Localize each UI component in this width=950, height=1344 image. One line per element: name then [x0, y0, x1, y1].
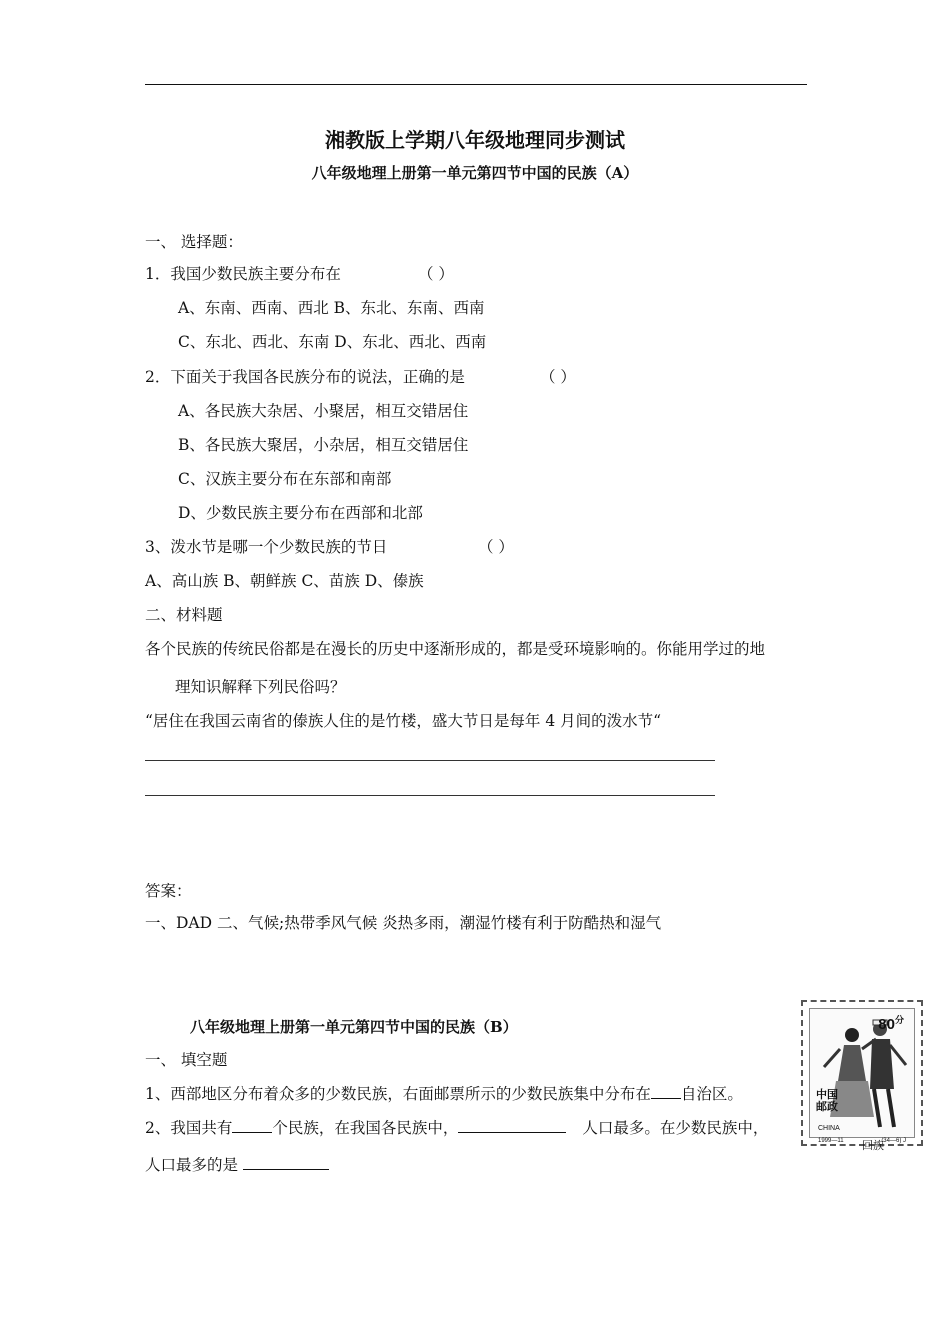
material-quote: “居住在我国云南省的傣族人住的是竹楼，盛大节日是每年 4 月间的泼水节“	[145, 712, 662, 730]
stamp-people-name: 回族	[862, 1140, 884, 1152]
fill-blank-count[interactable]	[232, 1118, 272, 1133]
stamp-value: $80^分$	[878, 1015, 904, 1033]
postage-stamp	[801, 1000, 923, 1152]
stamp-country-cn: 中国邮政	[816, 1089, 838, 1113]
section-a-subtitle: 八年级地理上册第一单元第四节中国的民族（A）	[311, 164, 639, 182]
question-2-text: 2．下面关于我国各民族分布的说法，正确的是	[145, 368, 465, 386]
answers-heading: 答案：	[145, 882, 192, 900]
question-3-bracket: （ ）	[478, 538, 514, 556]
material-paragraph-line1: 各个民族的传统民俗都是在漫长的历史中逐渐形成的，都是受环境影响的。你能用学过的地	[145, 640, 766, 658]
section-b-heading: 一、 填空题	[145, 1051, 228, 1069]
stamp-country-en: CHINA	[818, 1125, 840, 1132]
fill-blank-largest-minority[interactable]	[243, 1155, 329, 1170]
fill-question-2-part1: 2、我国共有	[145, 1119, 233, 1137]
question-2-option-a: A、各民族大杂居、小聚居，相互交错居住	[178, 402, 469, 420]
question-2-option-b: B、各民族大聚居，小杂居，相互交错居住	[178, 436, 469, 454]
section-b-subtitle: 八年级地理上册第一单元第四节中国的民族（B）	[190, 1018, 518, 1036]
fill-blank-region[interactable]	[651, 1084, 681, 1099]
fill-question-1-prefix: 1、西部地区分布着众多的少数民族，右面邮票所示的少数民族集中分布在	[145, 1085, 651, 1103]
question-2-bracket: （ ）	[540, 368, 576, 386]
question-1-bracket: （ ）	[418, 265, 454, 283]
fill-question-2-part2: 个民族，在我国各民族中，	[272, 1119, 459, 1137]
question-1-text: 1．我国少数民族主要分布在	[145, 265, 341, 283]
question-1-options-cd: C、东北、西北、东南 D、东北、西北、西南	[178, 333, 487, 351]
fill-question-2-part3: 人口最多。在少数民族中，	[582, 1119, 769, 1137]
fill-question-1-suffix: 自治区。	[680, 1085, 743, 1103]
fill-question-1	[145, 1084, 743, 1104]
answers-text: 一、DAD 二、气候;热带季风气候 炎热多雨，潮湿竹楼有利于防酷热和湿气	[145, 914, 662, 932]
stamp-picture	[809, 1008, 915, 1152]
question-1-options-ab: A、东南、西南、西北 B、东北、东南、西南	[178, 299, 485, 317]
fill-question-2	[145, 1118, 768, 1138]
question-1	[145, 264, 341, 284]
page-title: 湘教版上学期八年级地理同步测试	[325, 128, 625, 152]
fill-question-2-cont	[145, 1155, 329, 1175]
stamp-year: 1999—11	[818, 1138, 844, 1144]
material-paragraph-line2: 理知识解释下列民俗吗？	[175, 678, 346, 696]
header-rule	[145, 84, 807, 85]
fill-blank-largest-group[interactable]	[458, 1118, 566, 1133]
answer-write-line-2	[145, 795, 715, 796]
fill-question-2-part4: 人口最多的是	[145, 1156, 239, 1174]
question-2-option-c: C、汉族主要分布在东部和南部	[178, 470, 392, 488]
question-2-option-d: D、少数民族主要分布在西部和北部	[178, 504, 423, 522]
part1-heading: 一、 选择题：	[145, 233, 243, 251]
answer-write-line-1	[145, 760, 715, 761]
question-3-options: A、高山族 B、朝鲜族 C、苗族 D、傣族	[145, 572, 424, 590]
part2-heading: 二、材料题	[145, 606, 223, 624]
question-3-text: 3、泼水节是哪一个少数民族的节日	[145, 538, 388, 556]
stamp-code: (34—6) J	[881, 1138, 906, 1144]
